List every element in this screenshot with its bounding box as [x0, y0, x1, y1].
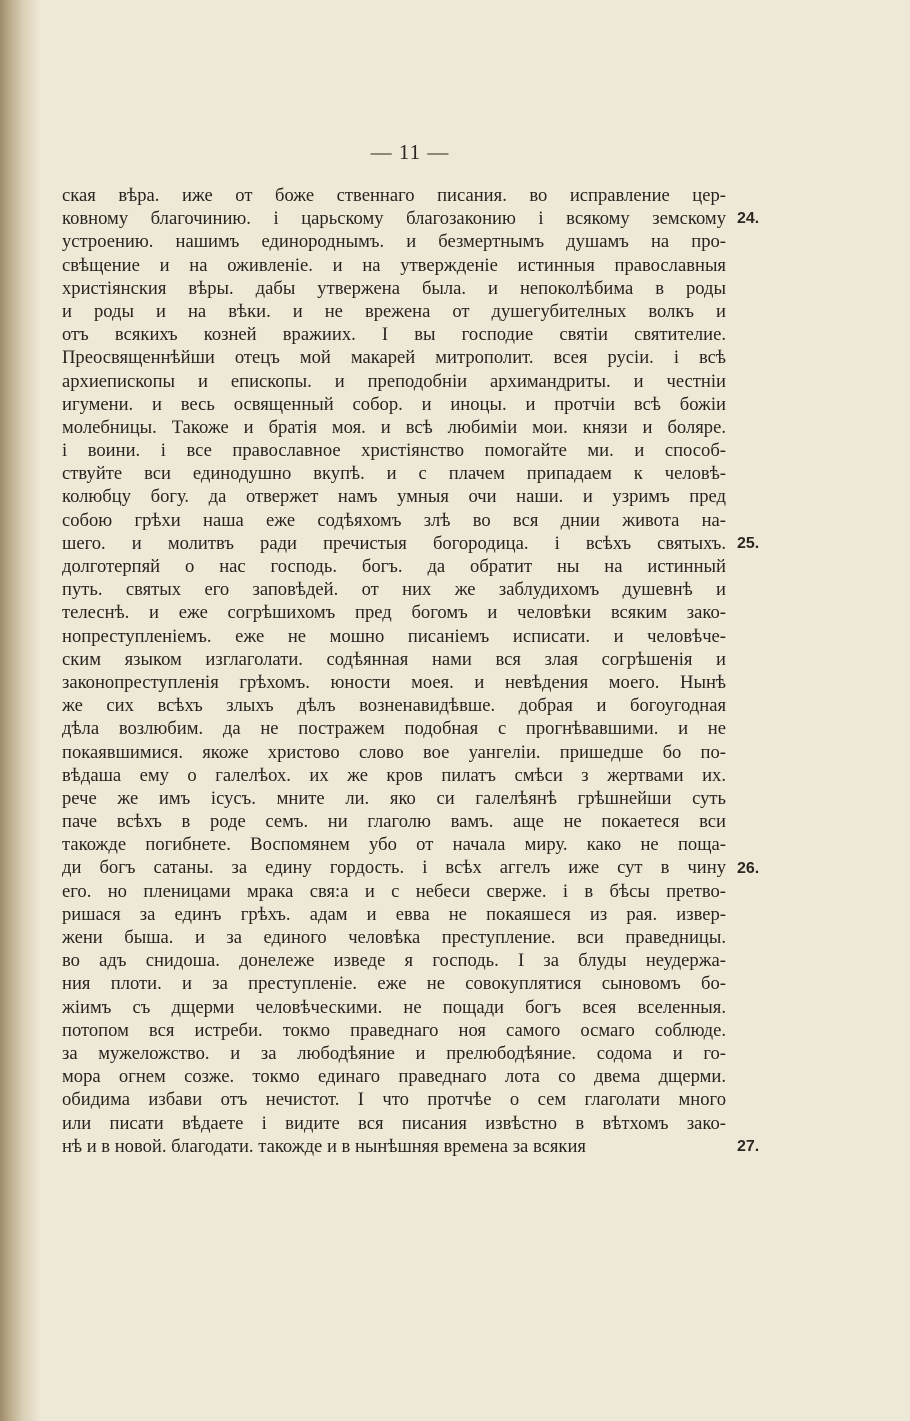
page-number: — 11 — — [370, 140, 450, 164]
text-line: дѣла возлюбим. да не постражем подобная с прогнѣвавшими. и не — [62, 718, 726, 740]
text-line: ришася за единъ грѣхъ. адам и евва не покаяшеся из рая. извер- — [62, 903, 726, 925]
text-line: нѣ и в новой. благодати. такожде и в нынѣшняя времена за всякия — [62, 1135, 586, 1157]
text-line: или писати вѣдаете і видите вся писания извѣстно в вѣтхомъ зако- — [62, 1112, 726, 1134]
text-line: устроению. нашимъ единороднымъ. и безмертнымъ душамъ на про- — [62, 231, 726, 253]
text-line: шего. и молитвъ ради пречистыя богородица. і всѣхъ святыхъ. — [62, 532, 726, 554]
text-line: долготерпяй о нас господь. богъ. да обратит ны на истинный — [62, 556, 726, 577]
text-line: потопом вся истреби. токмо праведнаго ноя самого осмаго соблюде. — [62, 1019, 726, 1041]
text-line: і воини. і все православное христіянство помогайте ми. и способ- — [62, 440, 726, 462]
text-line: жіимъ съ дщерми человѣческими. не пощади богъ всея вселенныя. — [62, 996, 726, 1018]
text-line: христіянския вѣры. дабы утвержена была. и непоколѣбима в роды — [62, 277, 726, 299]
text-line: во адъ снидоша. донележе изведе я господь. I за блуды неудержа- — [62, 950, 726, 972]
text-line: законопреступленія грѣхомъ. юности моея. и невѣдения моего. Нынѣ — [62, 671, 726, 693]
text-line: паче всѣхъ в роде семъ. ни глаголю вамъ. аще не покаетеся вси — [62, 811, 726, 833]
text-line: рече же имъ ісусъ. мните ли. яко си галелѣянѣ грѣшнейши суть — [62, 787, 726, 809]
section-number: 27. — [737, 1138, 760, 1156]
text-line: обидима избави отъ нечистот. I что протчѣе о сем глаголати много — [62, 1089, 726, 1111]
text-line: жени быша. и за единого человѣка преступление. вси праведницы. — [62, 927, 726, 948]
binding-edge — [0, 0, 40, 1421]
text-line: молебницы. Такоже и братія моя. и всѣ любиміи мои. князи и боляре. — [62, 416, 726, 438]
text-line: и роды и на вѣки. и не врежена от душегубителных волкъ и — [62, 300, 726, 322]
text-line: вѣдаша ему о галелѣох. их же кров пилатъ смѣси з жертвами их. — [62, 764, 726, 786]
text-line: ствуйте вси единодушно вкупѣ. и с плачем припадаем к человѣ- — [62, 463, 726, 485]
text-line: ским языком изглаголати. содѣянная нами вся злая согрѣшенія и — [62, 648, 726, 670]
text-line: его. но пленицами мрака свя:а и с небеси сверже. і в бѣсы претво- — [62, 880, 726, 902]
text-line: Преосвященнѣйши отецъ мой макарей митрополит. всея русіи. і всѣ — [62, 347, 726, 369]
section-number: 24. — [737, 210, 760, 228]
text-line: мора огнем созже. токмо единаго праведнаго лота со двема дщерми. — [62, 1066, 726, 1088]
section-number: 25. — [737, 535, 760, 552]
text-line: ди богъ сатаны. за едину гордость. і всѣх аггелъ иже сут в чину — [62, 857, 726, 879]
text-line: игумени. и весь освященный собор. и иноцы. и протчіи всѣ божіи — [62, 393, 726, 415]
text-line: путь. святых его заповѣдей. от них же заблудихомъ душевнѣ и — [62, 579, 726, 601]
text-line: архиепископы и епископы. и преподобніи архимандриты. и честніи — [62, 370, 726, 392]
text-line: ния плоти. и за преступленіе. еже не совокуплятися сыновомъ бо- — [62, 973, 726, 995]
text-line: ская вѣра. иже от боже ственнаго писания. во исправление цер- — [62, 185, 726, 206]
text-line: ковному благочинию. і царьскому благозаконию і всякому земскому — [62, 208, 726, 230]
section-number: 26. — [737, 859, 760, 877]
text-line: колюбцу богу. да отвержет намъ умныя очи наши. и узримъ пред — [62, 486, 726, 508]
text-line: за мужеложство. и за любодѣяние и прелюбодѣяние. содома и го- — [62, 1042, 726, 1064]
text-line: свѣщение и на оживленіе. и на утвержденіе истинныя православныя — [62, 254, 726, 276]
text-line: же сих всѣхъ злыхъ дѣлъ возненавидѣвше. добрая и богоугодная — [62, 695, 726, 717]
text-line: покаявшимися. якоже христово слово вое уангеліи. пришедше бо по- — [62, 741, 726, 763]
text-line: нопреступленіемъ. еже не мошно писаніемъ исписати. и человѣче- — [62, 625, 726, 647]
text-line: отъ всякихъ козней вражиих. I вы господие святіи святителие. — [62, 324, 726, 346]
text-line: такожде погибнете. Воспомянем убо от начала миру. како не пощa- — [62, 834, 726, 856]
text-line: телеснѣ. и еже согрѣшихомъ пред богомъ и человѣки всяким зако- — [62, 602, 726, 624]
text-line: собою грѣхи наша еже содѣяхомъ злѣ во вся днии живота на- — [62, 509, 726, 531]
body-text — [62, 184, 726, 1158]
